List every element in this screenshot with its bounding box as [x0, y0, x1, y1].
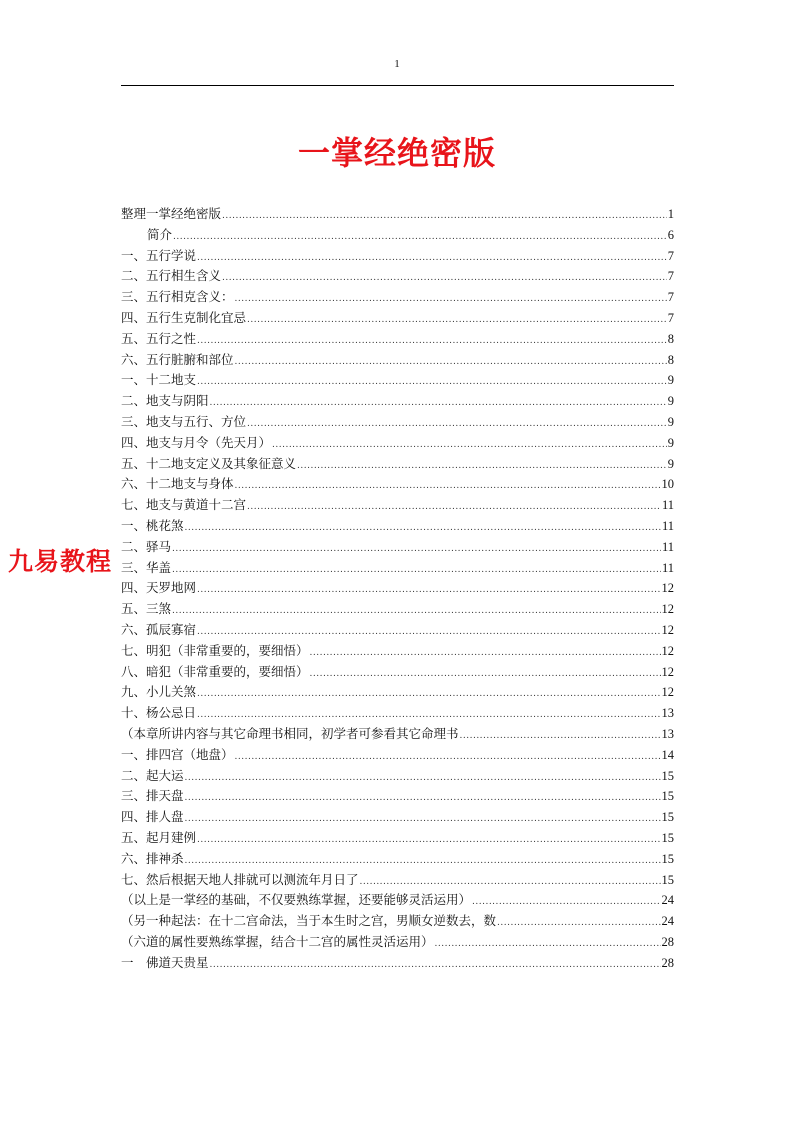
toc-entry-title: 三、华盖: [121, 559, 172, 575]
toc-entry-title: 十、杨公忌日: [121, 705, 197, 721]
toc-entry-title: 六、十二地支与身体: [121, 476, 234, 492]
toc-leader-dots: [310, 669, 661, 679]
toc-entry[interactable]: [121, 745, 674, 766]
toc-entry-title: 一、桃花煞: [121, 517, 184, 533]
toc-entry-title: 二、五行相生含义: [121, 268, 222, 284]
document-title: 一掌经绝密版: [297, 134, 496, 172]
toc-entry-title: 六、孤辰寡宿: [121, 621, 197, 637]
toc-entry-title: 一、排四宫（地盘）: [121, 746, 234, 762]
toc-entry[interactable]: [121, 537, 674, 558]
toc-entry-title: 四、五行生克制化宜忌: [121, 309, 247, 325]
toc-entry-page: 9: [667, 373, 674, 388]
toc-entry-page: 9: [667, 435, 674, 450]
toc-leader-dots: [197, 689, 660, 699]
toc-entry-title: 七、明犯（非常重要的，要细悟）: [121, 642, 309, 658]
toc-entry-page: 10: [661, 477, 674, 492]
toc-entry-page: 9: [667, 414, 674, 429]
toc-entry-title: 六、排神杀: [121, 850, 184, 866]
toc-leader-dots: [172, 606, 660, 616]
toc-entry[interactable]: [121, 266, 674, 287]
toc-entry-page: 12: [661, 622, 674, 637]
toc-entry[interactable]: [121, 558, 674, 579]
toc-entry-title: 一、十二地支: [121, 372, 197, 388]
toc-entry[interactable]: [121, 890, 674, 911]
toc-entry-title: （本章所讲内容与其它命理书相同，初学者可参看其它命理书: [121, 725, 459, 741]
toc-leader-dots: [460, 731, 661, 741]
toc-entry-page: 7: [667, 269, 674, 284]
toc-leader-dots: [235, 294, 667, 304]
toc-entry-title: （以上是一掌经的基础，不仅要熟练掌握，还要能够灵活运用）: [121, 892, 472, 908]
toc-entry[interactable]: [121, 204, 674, 225]
toc-entry-title: 三、排天盘: [121, 788, 184, 804]
toc-entry[interactable]: [121, 308, 674, 329]
toc-entry-title: 四、天罗地网: [121, 580, 197, 596]
toc-entry[interactable]: [121, 225, 674, 246]
toc-leader-dots: [497, 918, 660, 928]
toc-entry[interactable]: [121, 953, 674, 974]
toc-entry-title: 六、五行脏腑和部位: [121, 351, 234, 367]
toc-entry-title: 七、地支与黄道十二宫: [121, 497, 247, 513]
toc-entry[interactable]: [121, 329, 674, 350]
toc-entry-page: 15: [661, 810, 674, 825]
toc-entry-page: 12: [661, 581, 674, 596]
toc-entry-title: 二、驿马: [121, 538, 172, 554]
toc-entry-page: 8: [667, 352, 674, 367]
toc-entry-title: 三、五行相克含义：: [121, 289, 234, 305]
toc-entry[interactable]: [121, 682, 674, 703]
toc-entry[interactable]: [121, 412, 674, 433]
toc-leader-dots: [210, 960, 661, 970]
toc-entry-title: 二、地支与阴阳: [121, 393, 209, 409]
toc-entry-title: 简介: [147, 226, 173, 242]
toc-entry[interactable]: [121, 391, 674, 412]
toc-leader-dots: [197, 253, 667, 263]
toc-entry-title: 五、五行之性: [121, 330, 197, 346]
toc-entry[interactable]: [121, 828, 674, 849]
toc-entry-page: 9: [667, 456, 674, 471]
toc-leader-dots: [197, 627, 660, 637]
toc-entry-title: 七、然后根据天地人排就可以测流年月日了: [121, 871, 359, 887]
toc-leader-dots: [210, 398, 667, 408]
toc-entry[interactable]: [121, 454, 674, 475]
toc-entry-page: 6: [667, 227, 674, 242]
toc-leader-dots: [185, 793, 661, 803]
toc-entry-page: 12: [661, 602, 674, 617]
toc-entry[interactable]: [121, 495, 674, 516]
toc-leader-dots: [360, 877, 661, 887]
toc-entry-page: 14: [661, 747, 674, 762]
toc-leader-dots: [197, 377, 667, 387]
toc-entry-title: 四、地支与月令（先天月）: [121, 434, 272, 450]
toc-leader-dots: [185, 814, 661, 824]
toc-entry-title: 一、五行学说: [121, 247, 197, 263]
toc-entry-page: 9: [667, 394, 674, 409]
toc-entry-page: 12: [661, 664, 674, 679]
toc-leader-dots: [197, 835, 660, 845]
table-of-contents: [121, 204, 674, 973]
toc-entry[interactable]: [121, 662, 674, 683]
toc-leader-dots: [235, 752, 661, 762]
toc-entry-page: 8: [667, 331, 674, 346]
toc-entry[interactable]: [121, 849, 674, 870]
toc-entry[interactable]: [121, 786, 674, 807]
toc-entry-page: 12: [661, 685, 674, 700]
toc-entry[interactable]: [121, 911, 674, 932]
toc-leader-dots: [310, 648, 661, 658]
toc-entry-title: 二、起大运: [121, 767, 184, 783]
toc-entry-page: 15: [661, 872, 674, 887]
toc-entry[interactable]: [121, 766, 674, 787]
toc-entry[interactable]: [121, 350, 674, 371]
toc-entry-title: 一 佛道天贵星: [121, 954, 209, 970]
toc-entry[interactable]: [121, 703, 674, 724]
toc-leader-dots: [247, 502, 661, 512]
toc-entry-page: 28: [661, 955, 674, 970]
toc-leader-dots: [222, 211, 667, 221]
toc-leader-dots: [173, 232, 667, 242]
toc-entry-page: 15: [661, 830, 674, 845]
toc-entry-title: 五、十二地支定义及其象征意义: [121, 455, 297, 471]
toc-entry-page: 11: [661, 498, 674, 513]
toc-entry-page: 11: [661, 560, 674, 575]
toc-entry[interactable]: [121, 870, 674, 891]
toc-entry-page: 7: [667, 290, 674, 305]
toc-entry[interactable]: [121, 474, 674, 495]
toc-entry-page: 7: [667, 248, 674, 263]
toc-entry[interactable]: [121, 807, 674, 828]
toc-entry-page: 11: [661, 539, 674, 554]
page-number: 1: [394, 58, 400, 70]
toc-leader-dots: [197, 710, 660, 720]
toc-entry-page: 28: [661, 934, 674, 949]
toc-entry-page: 7: [667, 310, 674, 325]
toc-leader-dots: [272, 440, 667, 450]
toc-entry-page: 15: [661, 768, 674, 783]
toc-entry-page: 13: [661, 726, 674, 741]
toc-leader-dots: [247, 315, 667, 325]
toc-entry-title: 整理一掌经绝密版: [121, 206, 222, 221]
watermark: 九易教程: [6, 542, 114, 578]
toc-entry-page: 24: [661, 893, 674, 908]
toc-entry[interactable]: [121, 287, 674, 308]
toc-entry-page: 15: [661, 851, 674, 866]
toc-leader-dots: [185, 856, 661, 866]
toc-entry-title: 五、三煞: [121, 601, 172, 617]
toc-entry-page: 12: [661, 643, 674, 658]
toc-entry-title: （另一种起法：在十二宫命法，当于本生时之宫，男顺女逆数去，数: [121, 913, 497, 929]
toc-leader-dots: [172, 544, 661, 554]
toc-leader-dots: [172, 565, 661, 575]
toc-leader-dots: [185, 773, 661, 783]
toc-entry-page: 15: [661, 789, 674, 804]
toc-leader-dots: [185, 523, 661, 533]
toc-entry-title: 九、小儿关煞: [121, 684, 197, 700]
toc-entry[interactable]: [121, 932, 674, 953]
toc-entry[interactable]: [121, 246, 674, 267]
toc-leader-dots: [235, 357, 667, 367]
toc-leader-dots: [297, 461, 667, 471]
toc-leader-dots: [472, 897, 660, 907]
toc-entry[interactable]: [121, 641, 674, 662]
toc-entry-title: （六道的属性要熟练掌握，结合十二宫的属性灵活运用）: [121, 933, 434, 949]
toc-entry[interactable]: [121, 620, 674, 641]
toc-leader-dots: [435, 939, 661, 949]
toc-entry[interactable]: [121, 516, 674, 537]
toc-entry-title: 四、排人盘: [121, 809, 184, 825]
toc-entry-page: 13: [661, 706, 674, 721]
toc-leader-dots: [247, 419, 667, 429]
toc-entry[interactable]: [121, 433, 674, 454]
toc-entry-page: 11: [661, 518, 674, 533]
toc-entry-page: 24: [661, 914, 674, 929]
toc-entry[interactable]: [121, 599, 674, 620]
toc-entry-page: 1: [667, 207, 674, 221]
header-rule: [121, 85, 674, 86]
toc-entry[interactable]: [121, 724, 674, 745]
toc-leader-dots: [197, 336, 667, 346]
toc-entry[interactable]: [121, 578, 674, 599]
toc-entry-title: 三、地支与五行、方位: [121, 413, 247, 429]
toc-leader-dots: [235, 481, 661, 491]
toc-entry-title: 五、起月建例: [121, 829, 197, 845]
toc-entry-title: 八、暗犯（非常重要的，要细悟）: [121, 663, 309, 679]
toc-leader-dots: [222, 273, 667, 283]
toc-entry[interactable]: [121, 370, 674, 391]
toc-leader-dots: [197, 585, 660, 595]
